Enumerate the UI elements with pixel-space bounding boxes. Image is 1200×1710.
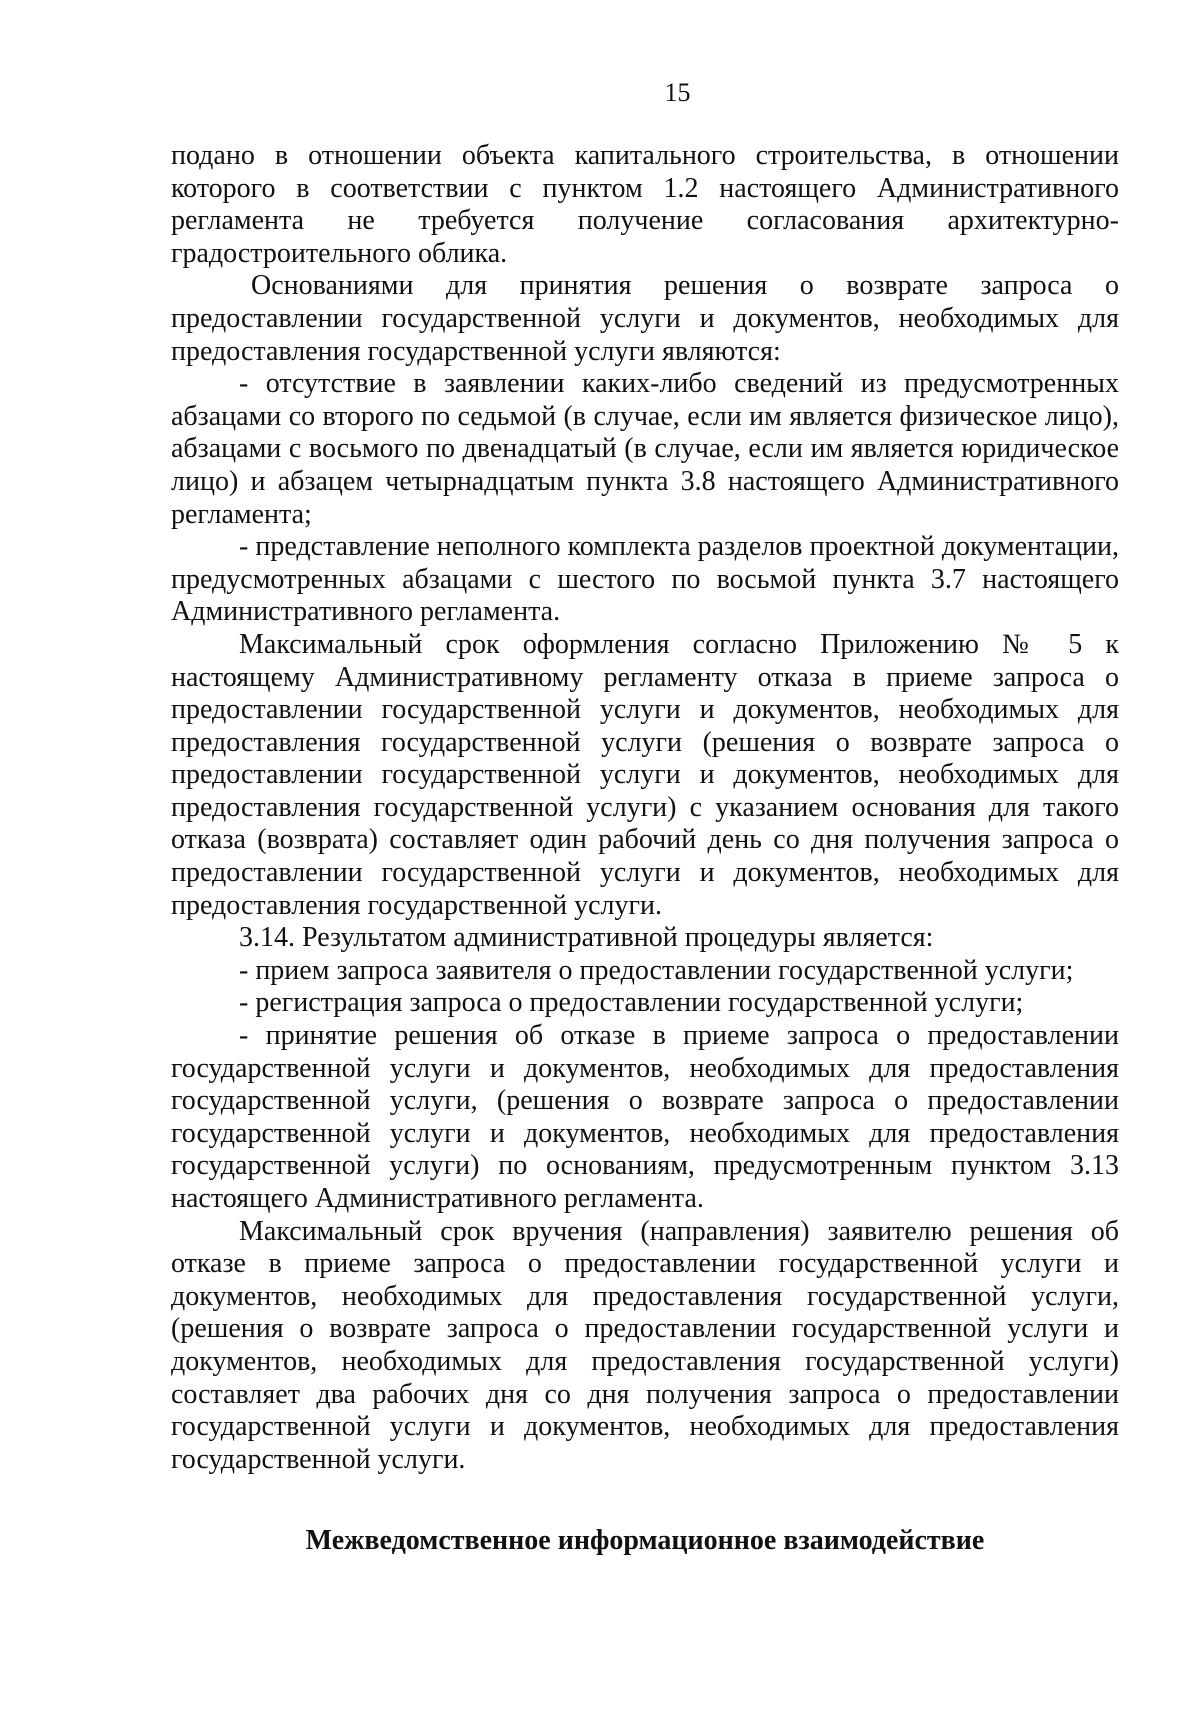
paragraph-3-14-result: 3.14. Результатом административной процедуры является: [239, 922, 934, 954]
paragraph-list-item-acceptance: - прием запроса заявителя о предоставлении государственной услуги; [239, 954, 1074, 986]
paragraph-list-item-incomplete-docs: - представление неполного комплекта разделов проектной документации, предусмотренных абзацами с шестого по восьмой пункта 3.7 настоящего Административного регламента. [171, 531, 1119, 628]
section-heading: Межведомственное информационное взаимодействие [305, 1525, 985, 1556]
paragraph-continuation: подано в отношении объекта капитального строительства, в отношении которого в соответствии с пунктом 1.2 настоящего Административного регламента не требуется получение согласования архитектурно-градостроительного облика. [171, 140, 1119, 269]
paragraph-list-item-missing-info: - отсутствие в заявлении каких-либо сведений из предусмотренных абзацами со второго по седьмой (в случае, если им является физическое лицо), абзацами с восьмого по двенадцатый (в случае, если им является юридическое лицо) и абзацем четырнадцатым пункта 3.8 настоящего Административного регламента; [171, 368, 1119, 530]
page-number: 15 [664, 78, 691, 107]
paragraph-grounds-for-return: Основаниями для принятия решения о возврате запроса о предоставлении государственной услуги и документов, необходимых для предоставления государственной услуги являются: [171, 270, 1119, 367]
paragraph-list-item-registration: - регистрация запроса о предоставлении государственной услуги; [239, 987, 1024, 1019]
paragraph-max-term-refusal: Максимальный срок оформления согласно Приложению № 5 к настоящему Административному регламенту отказа в приеме запроса о предоставлении государственной услуги и документов, необходимых для предоставления государственной услуги (решения о возврате запроса о предоставлении государственной услуги и документов, необходимых для предоставления государственной услуги) с указанием основания для такого отказа (возврата) составляет один рабочий день со дня получения запроса о предоставлении государственной услуги и документов, необходимых для предоставления государственной услуги. [171, 628, 1119, 921]
paragraph-list-item-refusal-decision: - принятие решения об отказе в приеме запроса о предоставлении государственной услуги и документов, необходимых для предоставления государственной услуги, (решения о возврате запроса о предоставлении государственной услуги и документов, необходимых для предоставления государственной услуги) по основаниям, предусмотренным пунктом 3.13 настоящего Административного регламента. [171, 1020, 1119, 1214]
paragraph-max-term-delivery: Максимальный срок вручения (направления) заявителю решения об отказе в приеме запроса о предоставлении государственной услуги и документов, необходимых для предоставления государственной услуги, (решения о возврате запроса о предоставлении государственной услуги и документов, необходимых для предоставления государственной услуги) составляет два рабочих дня со дня получения запроса о предоставлении государственной услуги и документов, необходимых для предоставления государственной услуги. [171, 1215, 1119, 1475]
document-body [171, 140, 1119, 1476]
